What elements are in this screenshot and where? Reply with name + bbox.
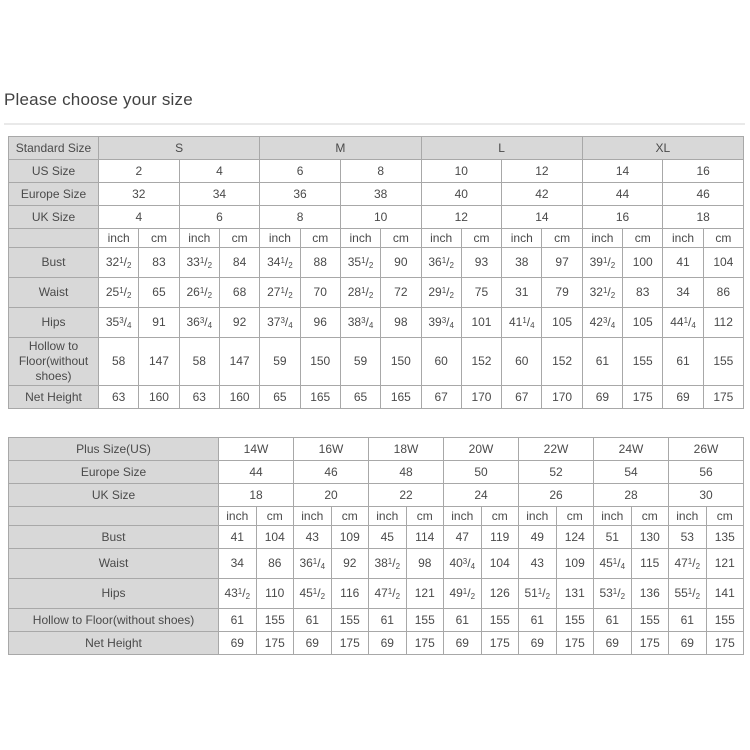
value-cell: 165	[381, 386, 421, 409]
header-row	[9, 484, 744, 507]
value-cell: 150	[381, 338, 421, 386]
value-cell: 170	[542, 386, 582, 409]
value-cell: 155	[706, 609, 744, 632]
row-label-cell: Europe Size	[9, 461, 219, 484]
measure-row	[9, 579, 744, 609]
value-cell: 155	[406, 609, 444, 632]
unit-cell: inch	[260, 229, 300, 248]
size-cell: M	[260, 137, 421, 160]
value-cell: 58	[179, 338, 219, 386]
row-label-cell: Net Height	[9, 386, 99, 409]
unit-cell: inch	[669, 507, 707, 526]
value-cell: 175	[703, 386, 743, 409]
value-cell: 69	[582, 386, 622, 409]
measure-row	[9, 632, 744, 655]
value-cell: 109	[556, 549, 594, 579]
value-cell: 152	[542, 338, 582, 386]
unit-cell: cm	[381, 229, 421, 248]
value-cell: 49	[519, 526, 557, 549]
unit-cell: cm	[331, 507, 369, 526]
value-cell: 175	[406, 632, 444, 655]
header-row	[9, 438, 744, 461]
unit-cell: cm	[703, 229, 743, 248]
value-cell: 69	[369, 632, 407, 655]
value-cell: $36^1/_2$	[421, 248, 461, 278]
value-cell: 165	[300, 386, 340, 409]
row-label-cell	[9, 229, 99, 248]
unit-cell: cm	[300, 229, 340, 248]
size-cell: 52	[519, 461, 594, 484]
value-cell: 93	[461, 248, 501, 278]
size-cell: 20W	[444, 438, 519, 461]
plus-size-table	[8, 437, 744, 655]
value-cell: 34	[663, 278, 703, 308]
value-cell: 112	[703, 308, 743, 338]
value-cell: 160	[219, 386, 259, 409]
value-cell: 91	[139, 308, 179, 338]
size-cell: 54	[594, 461, 669, 484]
size-cell: 20	[294, 484, 369, 507]
value-cell: 124	[556, 526, 594, 549]
value-cell: $36^1/_4$	[294, 549, 332, 579]
unit-cell: cm	[219, 229, 259, 248]
value-cell: 61	[669, 609, 707, 632]
size-cell: 14	[502, 206, 583, 229]
unit-cell: cm	[631, 507, 669, 526]
measure-row	[9, 308, 744, 338]
value-cell: 63	[99, 386, 139, 409]
value-cell: 65	[139, 278, 179, 308]
unit-cell: cm	[461, 229, 501, 248]
value-cell: $45^1/_4$	[594, 549, 632, 579]
value-cell: 69	[444, 632, 482, 655]
value-cell: 69	[294, 632, 332, 655]
value-cell: $32^1/_2$	[99, 248, 139, 278]
value-cell: $35^1/_2$	[340, 248, 380, 278]
value-cell: 135	[706, 526, 744, 549]
value-cell: 88	[300, 248, 340, 278]
value-cell: 105	[623, 308, 663, 338]
value-cell: $27^1/_2$	[260, 278, 300, 308]
value-cell: 105	[542, 308, 582, 338]
value-cell: 147	[139, 338, 179, 386]
header-row	[9, 206, 744, 229]
value-cell: 79	[542, 278, 582, 308]
size-cell: 44	[219, 461, 294, 484]
measure-row	[9, 386, 744, 409]
size-cell: 46	[663, 183, 744, 206]
value-cell: 69	[663, 386, 703, 409]
size-cell: 48	[369, 461, 444, 484]
value-cell: 83	[139, 248, 179, 278]
header-row	[9, 183, 744, 206]
unit-cell: inch	[179, 229, 219, 248]
value-cell: 38	[502, 248, 542, 278]
value-cell: 175	[331, 632, 369, 655]
value-cell: 61	[594, 609, 632, 632]
row-label-cell: Hollow to Floor(without shoes)	[9, 609, 219, 632]
size-cell: 36	[260, 183, 341, 206]
value-cell: 59	[260, 338, 300, 386]
value-cell: 96	[300, 308, 340, 338]
unit-cell: inch	[219, 507, 257, 526]
value-cell: 155	[556, 609, 594, 632]
value-cell: 121	[706, 549, 744, 579]
value-cell: 119	[481, 526, 519, 549]
size-cell: 10	[421, 160, 502, 183]
value-cell: 83	[623, 278, 663, 308]
plus-size-table	[8, 437, 744, 655]
value-cell: 114	[406, 526, 444, 549]
unit-cell: cm	[256, 507, 294, 526]
row-label-cell: Net Height	[9, 632, 219, 655]
value-cell: 59	[340, 338, 380, 386]
size-cell: 12	[421, 206, 502, 229]
unit-cell: cm	[623, 229, 663, 248]
header-row	[9, 461, 744, 484]
value-cell: $26^1/_2$	[179, 278, 219, 308]
value-cell: $39^1/_2$	[582, 248, 622, 278]
value-cell: $25^1/_2$	[99, 278, 139, 308]
value-cell: 61	[294, 609, 332, 632]
value-cell: 121	[406, 579, 444, 609]
value-cell: $37^3/_4$	[260, 308, 300, 338]
row-label-cell: Hips	[9, 579, 219, 609]
size-cell: 40	[421, 183, 502, 206]
size-cell: 14	[582, 160, 663, 183]
unit-cell: inch	[294, 507, 332, 526]
size-cell: 32	[99, 183, 180, 206]
size-cell: 46	[294, 461, 369, 484]
value-cell: 130	[631, 526, 669, 549]
row-label-cell: Hollow to Floor(without shoes)	[9, 338, 99, 386]
value-cell: 155	[331, 609, 369, 632]
size-cell: 24W	[594, 438, 669, 461]
value-cell: $55^1/_2$	[669, 579, 707, 609]
value-cell: 110	[256, 579, 294, 609]
value-cell: $36^3/_4$	[179, 308, 219, 338]
row-label-cell	[9, 507, 219, 526]
size-cell: 34	[179, 183, 260, 206]
header-row	[9, 160, 744, 183]
value-cell: 155	[703, 338, 743, 386]
value-cell: $41^1/_4$	[502, 308, 542, 338]
row-label-cell: Plus Size(US)	[9, 438, 219, 461]
size-cell: 16	[582, 206, 663, 229]
unit-cell: cm	[481, 507, 519, 526]
value-cell: $34^1/_2$	[260, 248, 300, 278]
value-cell: 86	[703, 278, 743, 308]
measure-row	[9, 278, 744, 308]
size-cell: 50	[444, 461, 519, 484]
value-cell: 155	[623, 338, 663, 386]
value-cell: $33^1/_2$	[179, 248, 219, 278]
value-cell: 61	[219, 609, 257, 632]
value-cell: 60	[421, 338, 461, 386]
units-row	[9, 229, 744, 248]
value-cell: 69	[594, 632, 632, 655]
size-cell: 56	[669, 461, 744, 484]
value-cell: 65	[340, 386, 380, 409]
value-cell: 69	[669, 632, 707, 655]
size-cell: 4	[99, 206, 180, 229]
size-cell: 8	[260, 206, 341, 229]
measure-row	[9, 609, 744, 632]
value-cell: 126	[481, 579, 519, 609]
value-cell: $44^1/_4$	[663, 308, 703, 338]
measure-row	[9, 549, 744, 579]
size-cell: 8	[340, 160, 421, 183]
value-cell: 175	[631, 632, 669, 655]
value-cell: 150	[300, 338, 340, 386]
size-cell: 4	[179, 160, 260, 183]
value-cell: 69	[219, 632, 257, 655]
value-cell: $42^3/_4$	[582, 308, 622, 338]
size-cell: 12	[502, 160, 583, 183]
value-cell: 175	[556, 632, 594, 655]
value-cell: 116	[331, 579, 369, 609]
row-label-cell: Waist	[9, 549, 219, 579]
unit-cell: inch	[502, 229, 542, 248]
size-cell: 6	[179, 206, 260, 229]
size-cell: 18	[663, 206, 744, 229]
value-cell: 53	[669, 526, 707, 549]
measure-row	[9, 526, 744, 549]
value-cell: 61	[369, 609, 407, 632]
row-label-cell: US Size	[9, 160, 99, 183]
value-cell: 58	[99, 338, 139, 386]
value-cell: 61	[444, 609, 482, 632]
value-cell: 97	[542, 248, 582, 278]
value-cell: 51	[594, 526, 632, 549]
value-cell: 104	[256, 526, 294, 549]
size-cell: 18W	[369, 438, 444, 461]
value-cell: 45	[369, 526, 407, 549]
value-cell: 155	[631, 609, 669, 632]
value-cell: 152	[461, 338, 501, 386]
value-cell: $40^3/_4$	[444, 549, 482, 579]
page-title: Please choose your size	[4, 90, 193, 109]
value-cell: 41	[219, 526, 257, 549]
unit-cell: cm	[406, 507, 444, 526]
unit-cell: inch	[582, 229, 622, 248]
value-cell: 98	[381, 308, 421, 338]
value-cell: 100	[623, 248, 663, 278]
size-cell: 26	[519, 484, 594, 507]
unit-cell: inch	[444, 507, 482, 526]
row-label-cell: UK Size	[9, 206, 99, 229]
value-cell: 68	[219, 278, 259, 308]
title-divider	[4, 123, 745, 125]
value-cell: $53^1/_2$	[594, 579, 632, 609]
row-label-cell: Standard Size	[9, 137, 99, 160]
unit-cell: inch	[340, 229, 380, 248]
unit-cell: cm	[542, 229, 582, 248]
value-cell: $35^3/_4$	[99, 308, 139, 338]
value-cell: $32^1/_2$	[582, 278, 622, 308]
value-cell: 98	[406, 549, 444, 579]
unit-cell: inch	[421, 229, 461, 248]
size-cell: 22W	[519, 438, 594, 461]
value-cell: 170	[461, 386, 501, 409]
value-cell: 92	[219, 308, 259, 338]
size-cell: 38	[340, 183, 421, 206]
size-cell: 6	[260, 160, 341, 183]
unit-cell: cm	[706, 507, 744, 526]
unit-cell: inch	[369, 507, 407, 526]
row-label-cell: Bust	[9, 248, 99, 278]
value-cell: 136	[631, 579, 669, 609]
size-cell: 22	[369, 484, 444, 507]
unit-cell: inch	[99, 229, 139, 248]
value-cell: 75	[461, 278, 501, 308]
value-cell: 61	[582, 338, 622, 386]
value-cell: 67	[502, 386, 542, 409]
value-cell: 63	[179, 386, 219, 409]
value-cell: 104	[481, 549, 519, 579]
size-cell: 30	[669, 484, 744, 507]
value-cell: 69	[519, 632, 557, 655]
value-cell: 147	[219, 338, 259, 386]
size-cell: 28	[594, 484, 669, 507]
row-label-cell: UK Size	[9, 484, 219, 507]
size-cell: 16	[663, 160, 744, 183]
value-cell: 131	[556, 579, 594, 609]
value-cell: 101	[461, 308, 501, 338]
value-cell: 175	[481, 632, 519, 655]
value-cell: 160	[139, 386, 179, 409]
value-cell: 92	[331, 549, 369, 579]
value-cell: 175	[623, 386, 663, 409]
size-cell: 10	[340, 206, 421, 229]
value-cell: 70	[300, 278, 340, 308]
value-cell: 61	[519, 609, 557, 632]
value-cell: $49^1/_2$	[444, 579, 482, 609]
value-cell: $45^1/_2$	[294, 579, 332, 609]
header-row	[9, 137, 744, 160]
row-label-cell: Europe Size	[9, 183, 99, 206]
standard-size-table	[8, 136, 744, 409]
value-cell: 84	[219, 248, 259, 278]
value-cell: 104	[703, 248, 743, 278]
value-cell: 43	[519, 549, 557, 579]
value-cell: 61	[663, 338, 703, 386]
unit-cell: cm	[556, 507, 594, 526]
size-cell: 24	[444, 484, 519, 507]
value-cell: 47	[444, 526, 482, 549]
size-cell: L	[421, 137, 582, 160]
value-cell: 72	[381, 278, 421, 308]
value-cell: 67	[421, 386, 461, 409]
value-cell: 41	[663, 248, 703, 278]
value-cell: 34	[219, 549, 257, 579]
value-cell: $47^1/_2$	[369, 579, 407, 609]
value-cell: $38^1/_2$	[369, 549, 407, 579]
value-cell: $38^3/_4$	[340, 308, 380, 338]
size-cell: 44	[582, 183, 663, 206]
row-label-cell: Waist	[9, 278, 99, 308]
value-cell: $28^1/_2$	[340, 278, 380, 308]
value-cell: 155	[481, 609, 519, 632]
size-cell: 18	[219, 484, 294, 507]
value-cell: 60	[502, 338, 542, 386]
standard-size-table	[8, 136, 744, 409]
unit-cell: inch	[663, 229, 703, 248]
value-cell: $43^1/_2$	[219, 579, 257, 609]
value-cell: 43	[294, 526, 332, 549]
measure-row	[9, 338, 744, 386]
value-cell: $47^1/_2$	[669, 549, 707, 579]
size-cell: XL	[582, 137, 743, 160]
value-cell: 86	[256, 549, 294, 579]
value-cell: $51^1/_2$	[519, 579, 557, 609]
units-row	[9, 507, 744, 526]
size-cell: 14W	[219, 438, 294, 461]
value-cell: 65	[260, 386, 300, 409]
size-cell: 2	[99, 160, 180, 183]
unit-cell: inch	[519, 507, 557, 526]
value-cell: 141	[706, 579, 744, 609]
unit-cell: inch	[594, 507, 632, 526]
size-cell: S	[99, 137, 260, 160]
value-cell: 109	[331, 526, 369, 549]
row-label-cell: Hips	[9, 308, 99, 338]
value-cell: 115	[631, 549, 669, 579]
value-cell: 175	[706, 632, 744, 655]
size-cell: 16W	[294, 438, 369, 461]
value-cell: 175	[256, 632, 294, 655]
row-label-cell: Bust	[9, 526, 219, 549]
value-cell: $39^3/_4$	[421, 308, 461, 338]
unit-cell: cm	[139, 229, 179, 248]
value-cell: 90	[381, 248, 421, 278]
size-cell: 26W	[669, 438, 744, 461]
value-cell: 155	[256, 609, 294, 632]
size-cell: 42	[502, 183, 583, 206]
measure-row	[9, 248, 744, 278]
value-cell: 31	[502, 278, 542, 308]
value-cell: $29^1/_2$	[421, 278, 461, 308]
